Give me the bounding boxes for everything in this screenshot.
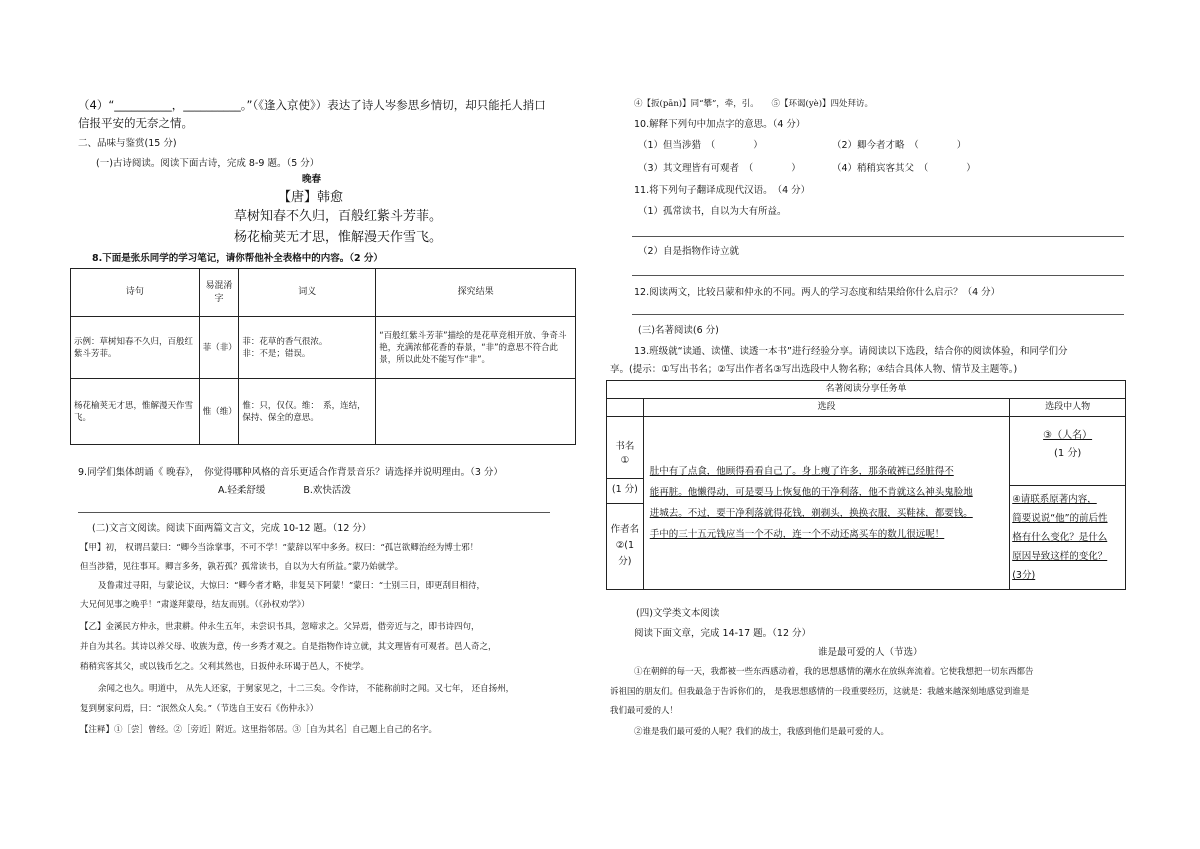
- text-jia-line: 但当涉猎，见往事耳。卿言多务，孰若孤？孤常读书，自以为大有所益。”蒙乃始就学。: [80, 562, 404, 572]
- q10-item: （3）其文理皆有可观者 （ ）: [638, 163, 801, 174]
- task-sheet-table: [606, 380, 1126, 590]
- subsection2-title: (二)文言文阅读。阅读下面两篇文言文，完成 10-12 题。（12 分）: [92, 523, 372, 534]
- answer-line[interactable]: [632, 314, 1124, 315]
- analysis-line: ④请联系原著内容，: [1012, 494, 1097, 505]
- essay-paragraph-line: 诉祖国的朋友们。但我最急于告诉你们的， 是我思想感情的一段重要经历，这就是：我越来越深刻地感觉到谁是: [610, 687, 1030, 697]
- poem-line2: 杨花榆荚无才思，惟解漫天作雪飞。: [234, 230, 443, 245]
- q8-prompt: 8.下面是张乐同学的学习笔记，请你帮他补全表格中的内容。（2 分）: [92, 253, 383, 264]
- answer-cell[interactable]: [376, 379, 576, 445]
- book-name-cell[interactable]: [607, 436, 643, 479]
- book-name-number: ①: [620, 455, 630, 466]
- poem-line1: 草树知春不久归，百般红紫斗芳菲。: [234, 209, 443, 224]
- text-jia-line: 大兄何见事之晚乎！”肃遂拜蒙母，结友而别。（《孙权劝学》）: [80, 600, 310, 610]
- q9-prompt: 9.同学们集体朗诵《 晚春》， 你觉得哪种风格的音乐更适合作背景音乐？请选择并说明理由。（3 分）: [78, 467, 503, 478]
- person-name-cell[interactable]: [1010, 417, 1125, 486]
- annotation: 【注释】①［尝］曾经。②［旁近］附近。这里指邻居。③［自为其名］自己题上自己的名字。: [80, 725, 438, 735]
- q10-item: （4）稍稍宾客其父 （ ）: [832, 163, 976, 174]
- book-name-label: 书名: [615, 441, 635, 452]
- book-score: (1 分): [607, 479, 643, 504]
- study-notes-table: [70, 268, 576, 445]
- q11-item: （1）孤常读书，自以为大有所益。: [638, 206, 787, 217]
- essay-paragraph-line: ②谁是我们最可爱的人呢？我们的战士，我感到他们是最可爱的人。: [634, 727, 890, 737]
- table-header: 易混淆字: [199, 269, 239, 317]
- person-score: (1 分): [1053, 448, 1082, 459]
- text-yi-line: 并自为其名。其诗以养父母、收族为意，传一乡秀才观之。自是指物作诗立就，其文理皆有可观者。邑人奇之，: [80, 642, 497, 652]
- table-cell: “百般红紫斗芳菲”描绘的是花草竞相开放、争奇斗艳，充满浓郁花香的春景，“非”的意思不符合此景，所以此处不能写作“非”。: [376, 317, 576, 379]
- q4-line2: 信报平安的无奈之情。: [78, 116, 193, 130]
- q12-prompt: 12.阅读两文，比较吕蒙和仲永的不同。两人的学习态度和结果给你什么启示？（4 分）: [634, 287, 1001, 298]
- text-jia-line: 【甲】初， 权谓吕蒙曰：“卿今当涂掌事，不可不学！”蒙辞以军中多务。权曰：“孤岂欲卿治经为博士邪！: [80, 543, 479, 553]
- meaning-line: 非：不是；错误。: [242, 348, 311, 359]
- q10-item: （1）但当涉猎 （ ）: [638, 140, 763, 151]
- analysis-line: 格有什么变化？是什么: [1012, 532, 1108, 543]
- annotation-continued: ④【扳(pān)】同“攀”，牵，引。 ⑤【环谒(yè)】四处拜访。: [634, 99, 874, 109]
- table-header: 诗句: [71, 269, 200, 317]
- excerpt-line: 能再脏。他懒得动，可是要马上恢复他的干净利落，他不肯就这么神头鬼脸地: [649, 487, 973, 498]
- column-header-excerpt: 选段: [643, 399, 1009, 417]
- meaning-line: 菲：花草的香气很浓。: [242, 336, 328, 347]
- excerpt-line: 手中的三十五元钱应当一个不动，连一个不动还离买车的数儿很远呢！: [649, 529, 945, 540]
- column-header-person: 选段中人物: [1010, 399, 1126, 417]
- author-cell[interactable]: 作者名②(1 分): [610, 524, 640, 567]
- table-cell: 杨花榆荚无才思，惟解漫天作雪飞。: [71, 379, 200, 445]
- subsection3-title: (三)名著阅读(6 分): [638, 325, 719, 336]
- q4-line1: （4）“__________，__________。”（《逢入京使》）表达了诗人岑参思乡情切，却只能托人捎口: [78, 98, 546, 112]
- table-cell: 示例：草树知春不久归，百般红紫斗芳菲。: [71, 317, 200, 379]
- analysis-line: 简要说说“他”的前后性: [1012, 513, 1108, 524]
- subsection1-title: (一)古诗阅读。阅读下面古诗，完成 8-9 题。（5 分）: [96, 158, 320, 169]
- essay-paragraph-line: 我们最可爱的人！: [610, 706, 679, 716]
- task-sheet-title: 名著阅读分享任务单: [607, 381, 1126, 399]
- text-jia-line: 及鲁肃过寻阳，与蒙论议，大惊曰：“卿今者才略，非复吴下阿蒙！”蒙曰：“士别三日，即更刮目相待，: [98, 581, 486, 591]
- table-cell: 惟（维）: [199, 379, 239, 445]
- subsection4-instruction: 阅读下面文章，完成 14-17 题。（12 分）: [634, 628, 812, 639]
- analysis-score: (3分): [1012, 570, 1036, 581]
- essay-paragraph-line: ①在朝鲜的每一天，我都被一些东西感动着，我的思想感情的潮水在放纵奔流着。它使我想把一切东西都告: [634, 667, 1034, 677]
- excerpt-line: 进城去。不过，要干净利落就得花钱，剃剃头，换换衣服，买鞋袜，都要钱。: [649, 508, 973, 519]
- q13-line: 13.班级就“读通、读懂、读透一本书”进行经验分享。请阅读以下选段，结合你的阅读体验，和同学们分: [634, 346, 1068, 357]
- character-analysis-cell[interactable]: [1010, 486, 1125, 589]
- q11-item: （2）自是指物作诗立就: [638, 246, 740, 257]
- person-name-label: ③（人名）: [1043, 430, 1093, 441]
- poem-author: 【唐】韩愈: [278, 190, 344, 205]
- text-yi-line: 稍稍宾客其父，或以钱币乞之。父利其然也，日扳仲永环谒于邑人，不使学。: [80, 662, 370, 672]
- answer-line[interactable]: [632, 236, 1124, 237]
- q13-line: 享。(提示：①写出书名；②写出作者名③写出选段中人物名称；④结合具体人物、情节及主题等。): [610, 364, 1018, 375]
- excerpt-cell: [643, 417, 1009, 590]
- q11-prompt: 11.将下列句子翻译成现代汉语。 （4 分）: [634, 185, 811, 196]
- text-yi-line: 余闻之也久。明道中， 从先人还家，于舅家见之，十二三矣。令作诗， 不能称前时之闻。又七年， 还自扬州，: [98, 684, 515, 694]
- text-yi-line: 复到舅家问焉，曰：“泯然众人矣。”（节选自王安石《伤仲永》）: [80, 704, 319, 714]
- analysis-line: 原因导致这样的变化？: [1012, 551, 1108, 562]
- q10-item: （2）卿今者才略 （ ）: [832, 140, 967, 151]
- q10-prompt: 10.解释下列句中加点字的意思。（4 分）: [634, 119, 806, 130]
- table-header: 词义: [239, 269, 376, 317]
- answer-line[interactable]: [78, 512, 550, 513]
- subsection4-title: (四)文学类文本阅读: [636, 608, 720, 619]
- excerpt-line: 肚中有了点食，他顾得看看自己了。身上瘦了许多，那条破裤已经脏得不: [649, 466, 954, 477]
- table-header: 探究结果: [376, 269, 576, 317]
- table-cell: [239, 317, 376, 379]
- table-cell: 菲（非）: [199, 317, 239, 379]
- essay-title: 谁是最可爱的人（节选）: [818, 647, 923, 658]
- poem-title: 晚春: [302, 174, 322, 185]
- answer-line[interactable]: [632, 275, 1124, 276]
- section2-title: 二、品味与鉴赏(15 分): [78, 138, 177, 149]
- table-cell: 惟：只，仅仅。维： 系，连结，保持、保全的意思。: [239, 379, 376, 445]
- q9-options: A.轻柔舒缓 B.欢快活泼: [218, 485, 351, 496]
- text-yi-line: 【乙】金溪民方仲永，世隶耕。仲永生五年，未尝识书具，忽啼求之。父异焉，借旁近与之，即书诗四句，: [80, 622, 480, 632]
